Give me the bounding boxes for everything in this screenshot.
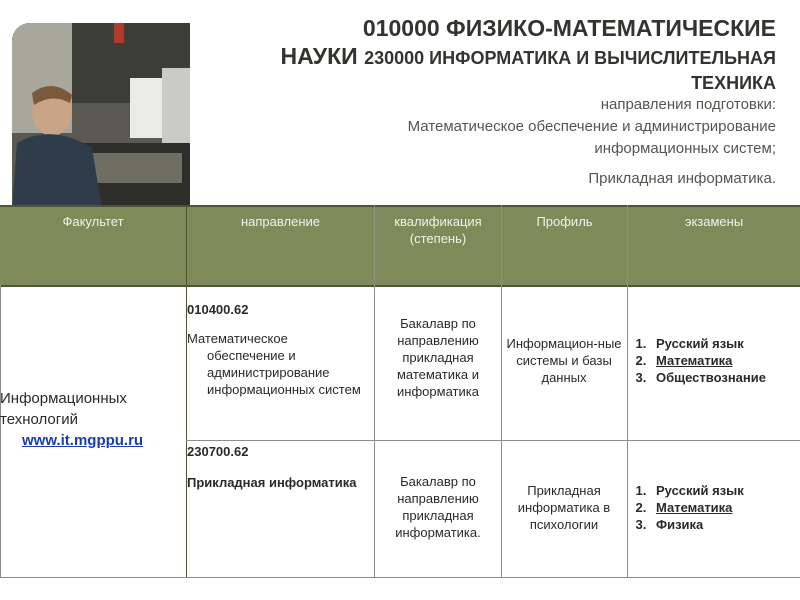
profile-cell: Информацион-ные системы и базы данных (506, 336, 622, 385)
subtitle-1: направления подготовки: (600, 96, 776, 113)
programs-table (0, 205, 800, 578)
exam-item: 3. Обществознание (650, 369, 798, 386)
table-header (0, 205, 800, 287)
title-line-2 (216, 42, 776, 72)
col-divider (501, 205, 502, 578)
table-bottom-border (0, 577, 800, 578)
subtitle-2: Математическое обеспечение и администрирование (407, 118, 776, 135)
title-line-3: ТЕХНИКА (691, 73, 776, 93)
exam-item: 3. Физика (650, 516, 798, 533)
title-line-2a: НАУКИ (280, 43, 365, 69)
exam-item: 2. Математика (650, 499, 798, 516)
faculty-name: Информационных технологий (0, 390, 127, 428)
profile-cell: Прикладная информатика в психологии (517, 483, 611, 532)
faculty-link[interactable]: www.it.mgppu.ru (22, 432, 144, 449)
exams-cell (630, 482, 798, 533)
direction-name: Математическое обеспечение и администрирование информационных систем (187, 331, 361, 397)
header-qualification: квалификация (степень) (394, 214, 482, 246)
qualification-cell: Бакалавр по направлению прикладная информатика. (395, 474, 481, 540)
exam-item: 2. Математика (650, 352, 798, 369)
title-line-2b: 230000 ИНФОРМАТИКА И ВЫЧИСЛИТЕЛЬНАЯ (364, 48, 776, 68)
table-row (187, 443, 367, 491)
faculty-cell (0, 388, 180, 451)
header-exams: экзамены (684, 214, 744, 229)
direction-code: 230700.62 (187, 444, 249, 459)
header-photo (12, 23, 190, 209)
exam-item: 1. Русский язык (650, 335, 798, 352)
row-divider (186, 440, 800, 441)
page-title (216, 14, 776, 190)
exams-list (630, 482, 798, 533)
subtitle-4: Прикладная информатика. (588, 170, 776, 187)
exam-item: 1. Русский язык (650, 482, 798, 499)
direction-code: 010400.62 (187, 302, 249, 317)
subtitle-3: информационных систем; (594, 140, 776, 157)
header-profile: Профиль (536, 214, 593, 229)
title-line-1: 010000 ФИЗИКО-МАТЕМАТИЧЕСКИЕ (362, 15, 776, 41)
header-direction: направление (240, 214, 320, 229)
exams-cell (630, 335, 798, 386)
col-divider (627, 205, 628, 578)
exams-list (630, 335, 798, 386)
table-row (187, 301, 367, 398)
qualification-cell: Бакалавр по направлению прикладная математика и информатика (396, 316, 480, 399)
header-faculty: Факультет (62, 214, 124, 229)
col-divider (374, 205, 375, 578)
direction-name: Прикладная информатика (187, 475, 357, 490)
